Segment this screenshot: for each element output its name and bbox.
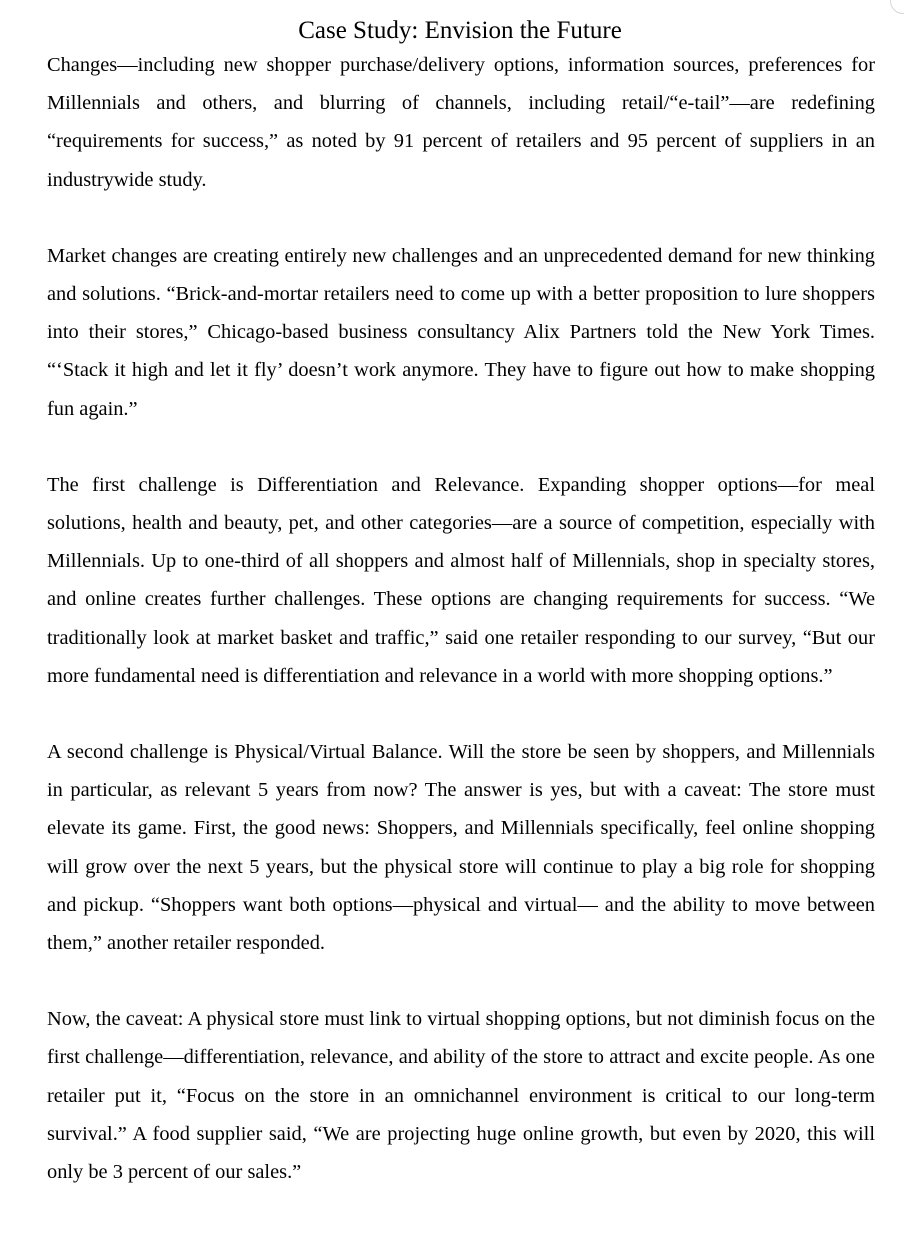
document-body — [47, 46, 875, 1229]
paragraph-4: A second challenge is Physical/Virtual Balance. Will the store be seen by shoppers, and Millennials in particular, as relevant 5 years from now? The answer is yes, but with a caveat: The store must elevate its game. First, the good news: Shoppers, and Millennials specifically, feel online shopping will grow over the next 5 years, but the physical store will continue to play a big role for shopping and pickup. “Shoppers want both options—physical and virtual— and the ability to move between them,” another retailer responded. — [47, 741, 875, 955]
paragraph-2: Market changes are creating entirely new challenges and an unprecedented demand for new thinking and solutions. “Brick-and-mortar retailers need to come up with a better proposition to lure shoppers into their stores,” Chicago-based business consultancy Alix Partners told the New York Times. “‘Stack it high and let it fly’ doesn’t work anymore. They have to figure out how to make shopping fun again.” — [47, 244, 875, 420]
corner-scroll-indicator — [890, 0, 904, 14]
paragraph-1: Changes—including new shopper purchase/delivery options, information sources, preferences for Millennials and others, and blurring of channels, including retail/“e-tail”—are redefining “requirements for success,” as noted by 91 percent of retailers and 95 percent of suppliers in an industrywide study. — [47, 54, 875, 191]
paragraph-3: The first challenge is Differentiation and Relevance. Expanding shopper options—for meal solutions, health and beauty, pet, and other categories—are a source of competition, especially with Millennials. Up to one-third of all shoppers and almost half of Millennials, shop in specialty stores, and online creates further challenges. These options are changing requirements for success. “We traditionally look at market basket and traffic,” said one retailer responding to our survey, “But our more fundamental need is differentiation and relevance in a world with more shopping options.” — [47, 473, 875, 687]
document-title: Case Study: Envision the Future — [298, 17, 622, 44]
paragraph-5: Now, the caveat: A physical store must link to virtual shopping options, but not diminish focus on the first challenge—differentiation, relevance, and ability of the store to attract and excite people. As one retailer put it, “Focus on the store in an omnichannel environment is critical to our long-term survival.” A food supplier said, “We are projecting huge online growth, but even by 2020, this will only be 3 percent of our sales.” — [47, 1008, 875, 1184]
